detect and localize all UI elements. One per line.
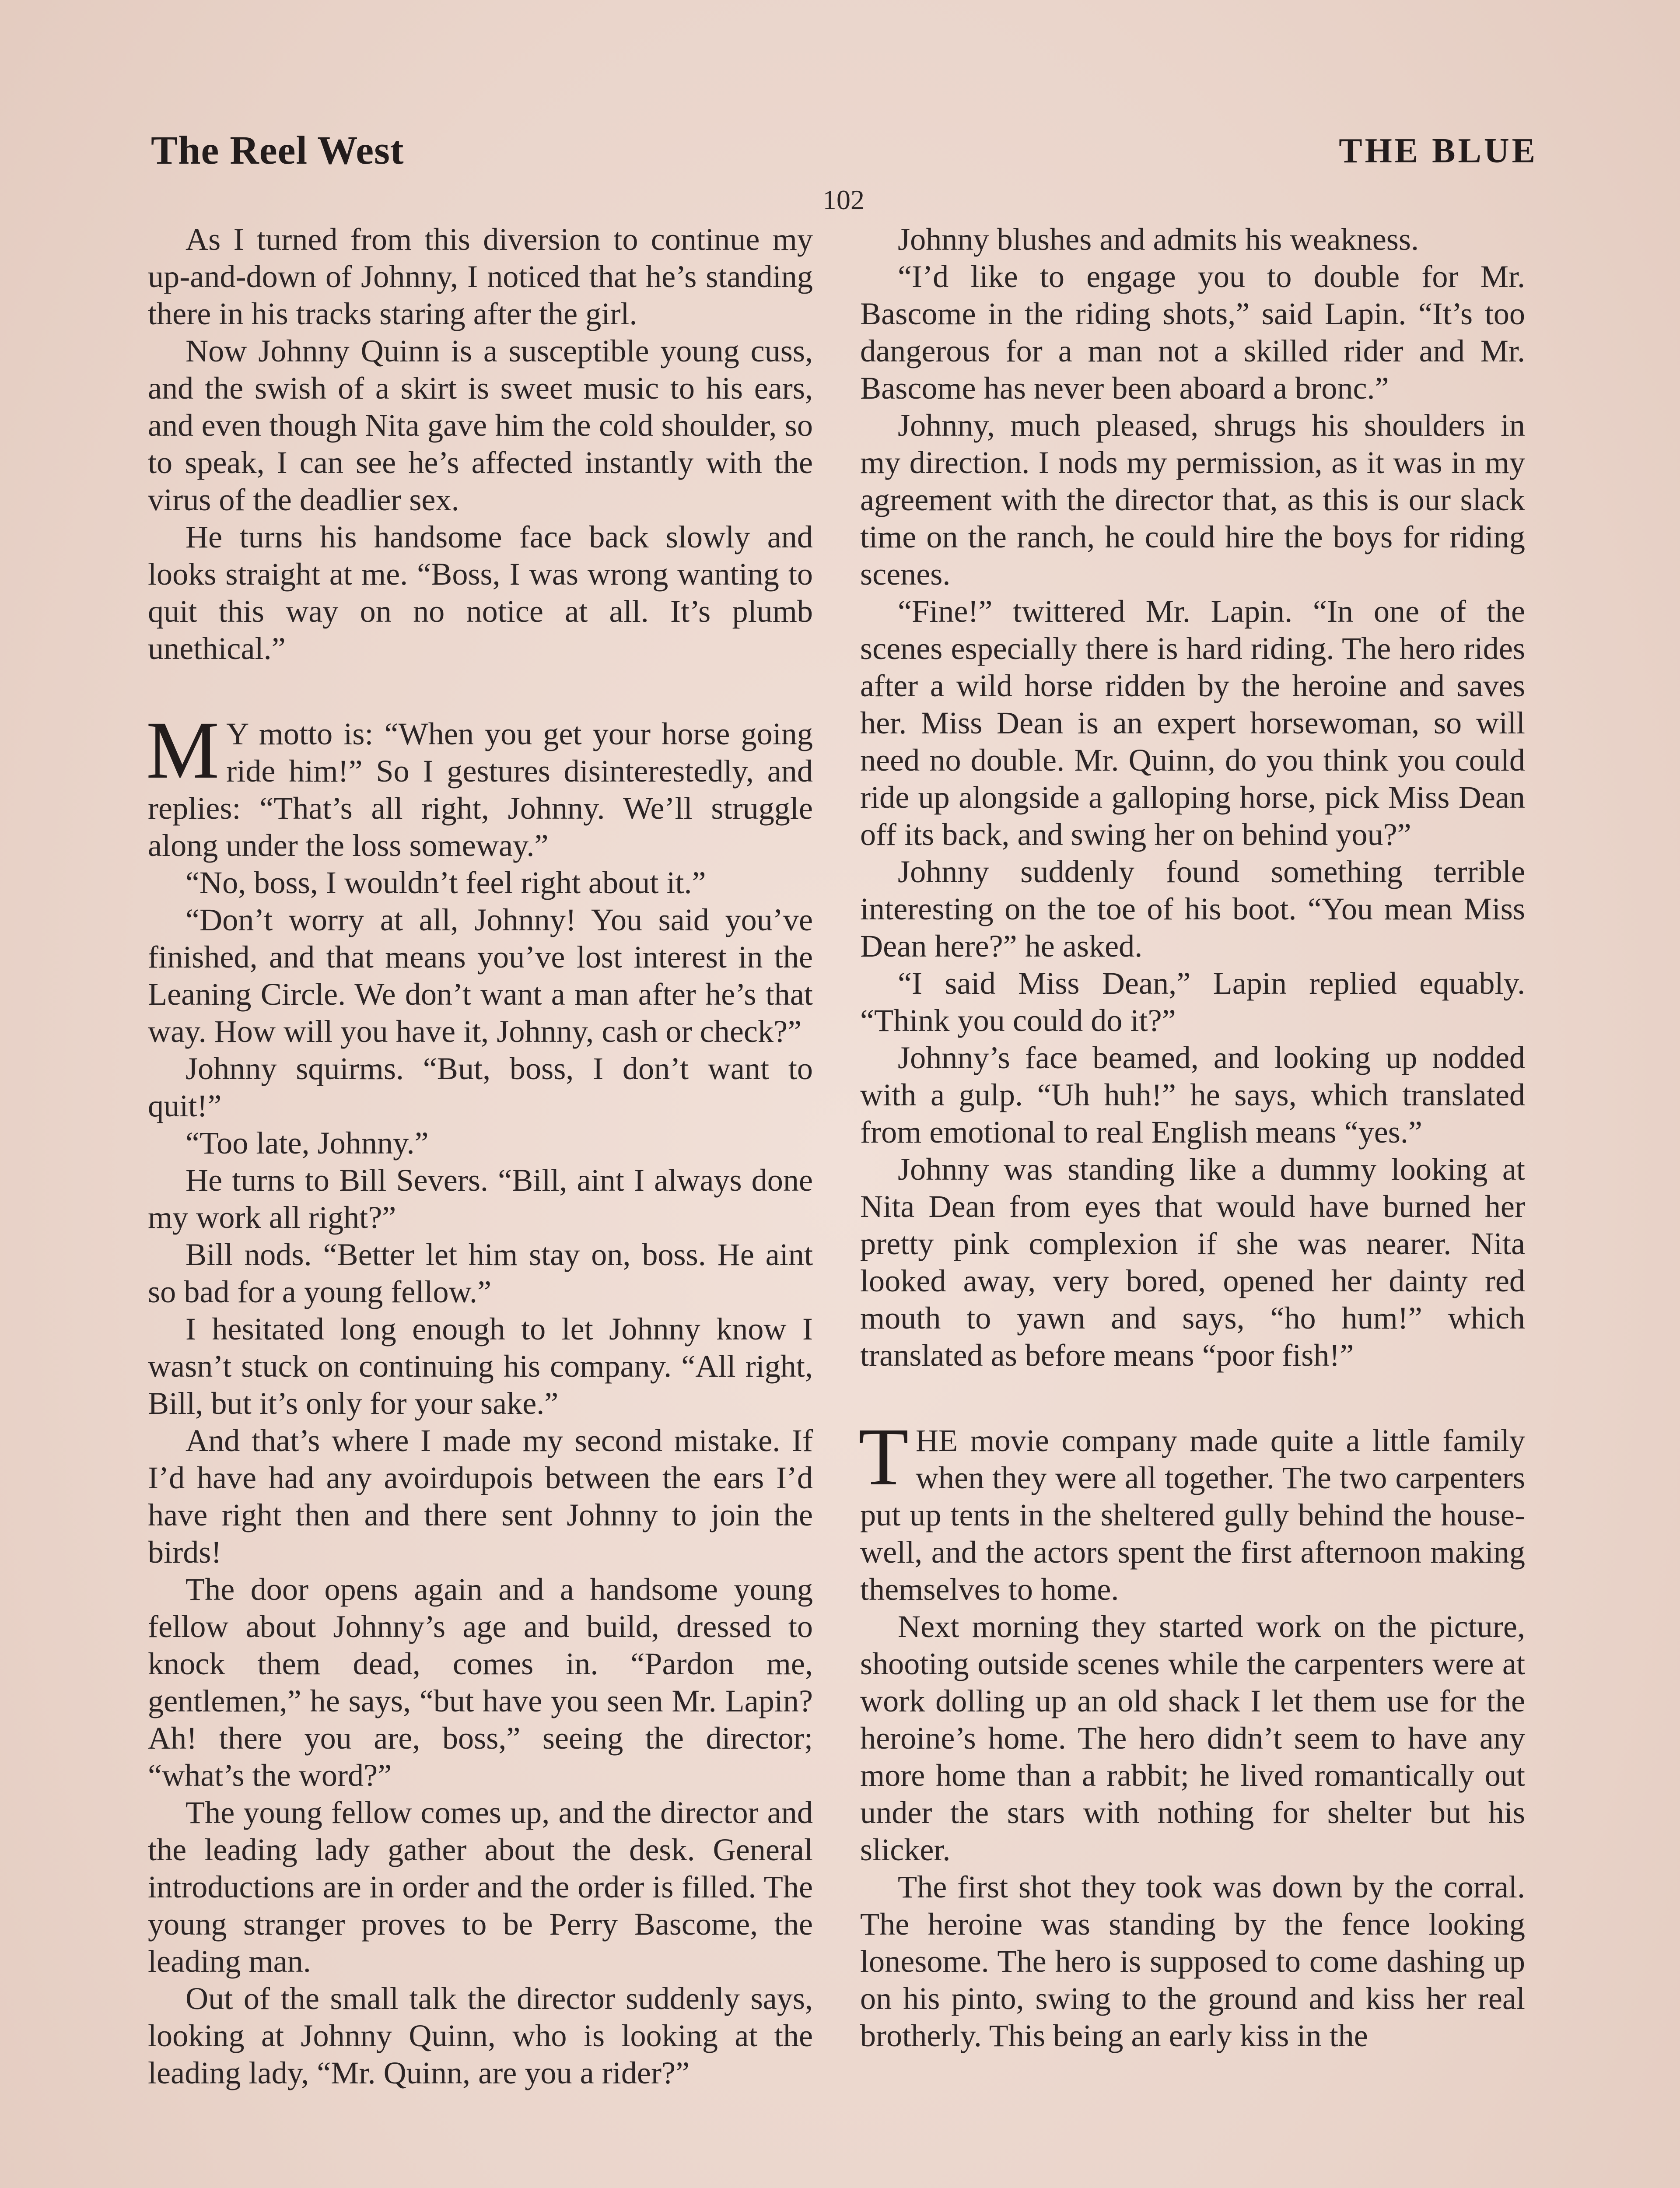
body-paragraph: “I’d like to engage you to double for Mr. Bascome in the riding shots,” said Lapin. “It’s too dangerous for a man not a skilled rider and Mr. Bascome has never been aboard a bronc.” xyxy=(860,259,1525,406)
body-paragraph: “No, boss, I wouldn’t feel right about it.” xyxy=(186,865,706,900)
body-paragraph: Johnny, much pleased, shrugs his shoulders in my direction. I nods my permission, as it was in my agreement with the director that, as this is our slack time on the ranch, he could hire the boys for riding scenes. xyxy=(860,408,1525,592)
body-paragraph: Now Johnny Quinn is a susceptible young cuss, and the swish of a skirt is sweet music to his ears, and even though Nita gave him the cold shoulder, so to speak, I can see he’s affected instantly with the virus of the deadlier sex. xyxy=(148,333,813,517)
drop-cap-letter: T xyxy=(858,1411,909,1502)
body-paragraph: Johnny suddenly found something terrible interesting on the toe of his boot. “You mean Miss Dean here?” he asked. xyxy=(860,854,1525,964)
body-paragraph: And that’s where I made my second mistake. If I’d have had any avoirdupois between the ears I’d have right then and there sent Johnny to join the birds! xyxy=(148,1423,813,1570)
body-paragraph: Johnny squirms. “But, boss, I don’t want to quit!” xyxy=(148,1051,813,1123)
page-number: 102 xyxy=(822,184,864,215)
right-column xyxy=(860,221,1525,2055)
body-paragraph: “Don’t worry at all, Johnny! You said you’ve finished, and that means you’ve lost interest in the Leaning Circle. We don’t want a man after he’s that way. How will you have it, Johnny, cash or check?” xyxy=(148,902,813,1049)
body-paragraph: The door opens again and a handsome young fellow about Johnny’s age and build, dressed to knock them dead, comes in. “Pardon me, gentlemen,” he says, “but have you seen Mr. Lapin? Ah! there you are, boss,” seeing the director; “what’s the word?” xyxy=(148,1572,813,1793)
body-paragraph: As I turned from this diversion to continue my up-and-down of Johnny, I noticed that he’s standing there in his tracks staring after the girl. xyxy=(148,222,813,331)
paragraph-text: HE movie company made quite a little family when they were all together. The two carpenters put up tents in the sheltered gully behind the house-well, and the actors spent the first afternoon making themselves to home. xyxy=(860,1423,1525,1607)
left-column xyxy=(148,221,813,2092)
body-paragraph: I hesitated long enough to let Johnny know I wasn’t stuck on continuing his company. “All right, Bill, but it’s only for your sake.” xyxy=(148,1311,813,1421)
body-paragraph: Johnny blushes and admits his weakness. xyxy=(898,222,1419,257)
body-paragraph: “Fine!” twittered Mr. Lapin. “In one of the scenes especially there is hard riding. The hero rides after a wild horse ridden by the heroine and saves her. Miss Dean is an expert horsewoman, so will need no double. Mr. Quinn, do you think you could ride up alongside a galloping horse, pick Miss Dean off its back, and swing her on behind you?” xyxy=(860,594,1525,852)
section-paragraph-dropcap xyxy=(146,704,813,864)
drop-cap-letter: M xyxy=(146,704,220,796)
running-title-left: The Reel West xyxy=(151,128,404,172)
paragraph-text: Y motto is: “When you get your horse going ride him!” So I gestures disinterestedly, and replies: “That’s all right, Johnny. We’ll struggle along under the loss someway.” xyxy=(148,716,813,863)
body-paragraph: He turns to Bill Severs. “Bill, aint I always done my work all right?” xyxy=(148,1163,813,1235)
body-paragraph: Johnny’s face beamed, and looking up nodded with a gulp. “Uh huh!” he says, which translated from emotional to real English means “yes.” xyxy=(860,1040,1525,1150)
body-paragraph: Out of the small talk the director suddenly says, looking at Johnny Quinn, who is looking at the leading lady, “Mr. Quinn, are you a rider?” xyxy=(148,1981,813,2090)
body-paragraph: The first shot they took was down by the corral. The heroine was standing by the fence looking lonesome. The hero is supposed to come dashing up on his pinto, swing to the ground and kiss her real brotherly. This being an early kiss in the xyxy=(860,1869,1525,2053)
body-paragraph: “I said Miss Dean,” Lapin replied equably. “Think you could do it?” xyxy=(860,966,1525,1038)
body-paragraph: He turns his handsome face back slowly and looks straight at me. “Boss, I was wrong wanting to quit this way on no notice at all. It’s plumb unethical.” xyxy=(148,519,813,666)
section-paragraph-dropcap xyxy=(858,1411,1525,1608)
running-title-right: THE BLUE xyxy=(1339,132,1538,170)
body-paragraph: Bill nods. “Better let him stay on, boss. He aint so bad for a young fellow.” xyxy=(148,1237,813,1309)
body-paragraph: Next morning they started work on the picture, shooting outside scenes while the carpenters were at work dolling up an old shack I let them use for the heroine’s home. The hero didn’t seem to have any more home than a rabbit; he lived romantically out under the stars with nothing for shelter but his slicker. xyxy=(860,1609,1525,1867)
body-paragraph: The young fellow comes up, and the director and the leading lady gather about the desk. General introductions are in order and the order is filled. The young stranger proves to be Perry Bascome, the leading man. xyxy=(148,1795,813,1979)
body-paragraph: “Too late, Johnny.” xyxy=(186,1126,429,1161)
body-paragraph: Johnny was standing like a dummy looking at Nita Dean from eyes that would have burned her pretty pink complexion if she was nearer. Nita looked away, very bored, opened her dainty red mouth to yawn and says, “ho hum!” which translated as before means “poor fish!” xyxy=(860,1152,1525,1373)
